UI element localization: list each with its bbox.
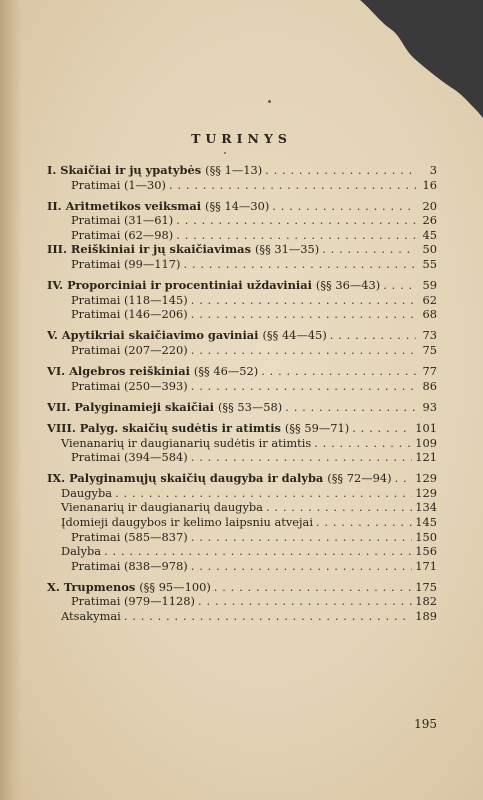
toc-entry-page: 68 [422, 307, 437, 322]
toc-entry-label: IX. Palyginamųjų skaičių daugyba ir dalyba [47, 471, 324, 486]
toc-entry-title [47, 307, 188, 321]
toc-entry [47, 163, 437, 178]
ink-speck [268, 100, 271, 103]
toc-entry-page: 171 [415, 558, 437, 573]
toc-entry-page: 75 [422, 343, 437, 358]
dot-leader [176, 228, 416, 242]
dot-leader [265, 163, 416, 177]
dot-leader [104, 544, 412, 558]
toc-entry-title [47, 343, 188, 357]
toc-entry [47, 609, 437, 624]
toc-entry-section-ref: (§§ 36—43) [315, 278, 381, 293]
dot-leader [352, 421, 412, 435]
toc-entry-label: I. Skaičiai ir jų ypatybės [47, 163, 202, 177]
toc-entry-title [47, 486, 112, 500]
toc-entry-label: V. Apytikriai skaičiavimo gaviniai [47, 328, 259, 343]
toc-entry-title [47, 257, 181, 271]
torn-corner-shape [0, 0, 483, 130]
toc-entry-label: Pratimai (99—117) [71, 257, 181, 272]
dot-leader [383, 278, 416, 292]
toc-entry-title [47, 278, 380, 292]
toc-entry-page: 3 [429, 163, 437, 177]
toc-entry-label: Pratimai (394—584) [71, 450, 188, 465]
dot-leader [198, 594, 412, 608]
toc-entry-title [47, 436, 311, 450]
toc-entry-page: 93 [422, 399, 437, 414]
toc-entry-title [47, 450, 188, 464]
toc-entry [47, 379, 437, 394]
toc-entry-page: 175 [415, 579, 437, 594]
toc-entry-label: VII. Palyginamieji skaičiai [47, 399, 214, 414]
dot-leader [191, 293, 416, 307]
dot-leader [191, 307, 416, 321]
dot-leader [184, 257, 417, 271]
toc-entry-title [47, 163, 262, 177]
dot-leader [191, 450, 413, 464]
toc-entry-page: 150 [415, 529, 437, 544]
dot-leader [285, 400, 416, 414]
toc-entry [47, 307, 437, 322]
toc-entry [47, 293, 437, 308]
dot-leader [395, 471, 413, 485]
toc-entry [47, 580, 437, 595]
toc-entry [47, 486, 437, 501]
toc-entry [47, 594, 437, 609]
toc-entry [47, 199, 437, 214]
toc-entry-label: Įdomieji daugybos ir kelimo laipsniu atvejai [61, 514, 313, 529]
toc-entry-section-ref: (§§ 46—52) [193, 364, 259, 379]
toc-entry-label: II. Aritmetikos veiksmai [47, 198, 202, 213]
dot-leader [322, 242, 416, 256]
toc-entry-label: Pratimai (1—30) [71, 177, 166, 192]
toc-entry [47, 257, 437, 272]
toc-entry [47, 213, 437, 228]
toc-entry-page: 109 [415, 435, 437, 450]
toc-entry-page: 189 [415, 609, 437, 624]
toc-entry [47, 436, 437, 451]
toc-entry-page: 45 [422, 227, 437, 242]
toc-entry [47, 242, 437, 257]
toc-entry-page: 50 [422, 242, 437, 257]
page-title: TURINYS [191, 131, 292, 146]
dot-leader [124, 609, 412, 623]
toc-entry-label: III. Reiškiniai ir jų skaičiavimas [47, 242, 251, 257]
toc-entry [47, 343, 437, 358]
toc-entry-page: 59 [422, 278, 437, 293]
toc-entry-page: 16 [422, 177, 437, 192]
toc-entry-page: 129 [415, 471, 437, 486]
toc-entry-title [47, 293, 188, 307]
toc-entry-label: Pratimai (250—393) [71, 378, 188, 393]
toc-entry-page: 20 [422, 198, 437, 213]
toc-entry [47, 559, 437, 574]
toc-entry-label: Atsakymai [61, 609, 121, 624]
dot-leader [191, 530, 413, 544]
toc-entry-label: Vienanarių ir daugianarių sudėtis ir atimtis [61, 435, 312, 450]
toc-entry-title [47, 199, 269, 213]
toc-entry-label: Pratimai (118—145) [71, 292, 188, 307]
page-number: 195 [414, 717, 437, 731]
toc-entry-section-ref: (§§ 1—13) [205, 163, 263, 177]
toc-entry-title [47, 379, 188, 393]
toc-entry [47, 471, 437, 486]
toc-entry [47, 364, 437, 379]
toc-entry-section-ref: (§§ 31—35) [254, 242, 320, 257]
toc-entry-page: 129 [415, 485, 437, 500]
ink-speck [224, 152, 226, 154]
toc-entry-section-ref: (§§ 72—94) [327, 471, 392, 486]
toc-entry-label: Daugyba [61, 485, 113, 500]
table-of-contents [47, 163, 437, 624]
dot-leader [176, 213, 416, 227]
dot-leader [272, 199, 416, 213]
toc-entry-title [47, 421, 349, 435]
toc-entry-title [47, 544, 101, 558]
toc-entry-title [47, 471, 392, 485]
toc-entry-page: 77 [422, 364, 437, 379]
dot-leader [115, 486, 412, 500]
toc-entry-label: Pratimai (31—61) [71, 213, 174, 228]
toc-entry [47, 515, 437, 530]
toc-entry-title [47, 328, 327, 342]
dot-leader [191, 559, 413, 573]
toc-entry-label: Pratimai (585—837) [71, 529, 188, 544]
toc-entry-title [47, 559, 188, 573]
toc-entry [47, 278, 437, 293]
toc-entry-page: 121 [415, 450, 437, 465]
toc-entry [47, 228, 437, 243]
toc-entry-label: VI. Algebros reiškiniai [47, 364, 190, 379]
toc-entry-title [47, 500, 263, 514]
toc-entry-title [47, 580, 211, 594]
toc-entry-page: 86 [422, 378, 437, 393]
toc-entry-section-ref: (§§ 59—71) [284, 420, 350, 435]
dot-leader [191, 379, 416, 393]
toc-entry [47, 400, 437, 415]
toc-entry-section-ref: (§§ 95—100) [139, 579, 211, 594]
toc-entry-label: Pratimai (146—206) [71, 307, 188, 322]
toc-entry-title [47, 400, 282, 414]
toc-entry [47, 328, 437, 343]
toc-entry-title [47, 242, 319, 256]
toc-entry-label: X. Trupmenos [47, 579, 136, 594]
toc-entry-label: Pratimai (979—1128) [71, 594, 195, 609]
toc-entry-page: 73 [422, 328, 437, 343]
toc-entry [47, 178, 437, 193]
dot-leader [314, 436, 412, 450]
toc-entry-label: VIII. Palyg. skaičių sudėtis ir atimtis [47, 420, 281, 435]
toc-entry-label: IV. Proporciniai ir procentiniai uždaviniai [47, 278, 312, 293]
toc-entry-page: 182 [415, 594, 437, 609]
toc-entry-title [47, 594, 195, 608]
toc-entry-label: Pratimai (207—220) [71, 343, 188, 358]
toc-entry [47, 421, 437, 436]
toc-entry-page: 26 [422, 213, 437, 228]
dot-leader [330, 328, 416, 342]
toc-entry [47, 500, 437, 515]
dot-leader [266, 500, 412, 514]
toc-entry-title [47, 515, 313, 529]
toc-entry-page: 134 [415, 500, 437, 515]
toc-entry-section-ref: (§§ 53—58) [217, 399, 283, 414]
toc-entry-label: Pratimai (62—98) [71, 227, 174, 242]
toc-entry-page: 62 [422, 292, 437, 307]
toc-entry-title [47, 530, 188, 544]
toc-entry-label: Vienanarių ir daugianarių daugyba [61, 500, 263, 515]
toc-entry-title [47, 228, 173, 242]
toc-entry-title [47, 364, 258, 378]
toc-entry [47, 544, 437, 559]
dot-leader [191, 343, 416, 357]
toc-entry-page: 156 [415, 544, 437, 559]
book-spine-shadow [0, 0, 22, 800]
toc-entry-section-ref: (§§ 14—30) [205, 198, 270, 213]
toc-entry-label: Dalyba [61, 544, 102, 559]
dot-leader [214, 580, 412, 594]
toc-entry-section-ref: (§§ 44—45) [262, 328, 327, 343]
toc-entry [47, 530, 437, 545]
toc-entry-title [47, 609, 121, 623]
dot-leader [261, 364, 416, 378]
toc-entry-title [47, 178, 166, 192]
toc-entry-title [47, 213, 173, 227]
toc-entry-page: 101 [415, 420, 437, 435]
toc-entry-page: 145 [415, 514, 437, 529]
toc-entry [47, 450, 437, 465]
dot-leader [169, 178, 416, 192]
dot-leader [316, 515, 412, 529]
toc-entry-page: 55 [422, 257, 437, 272]
toc-entry-label: Pratimai (838—978) [71, 558, 188, 573]
